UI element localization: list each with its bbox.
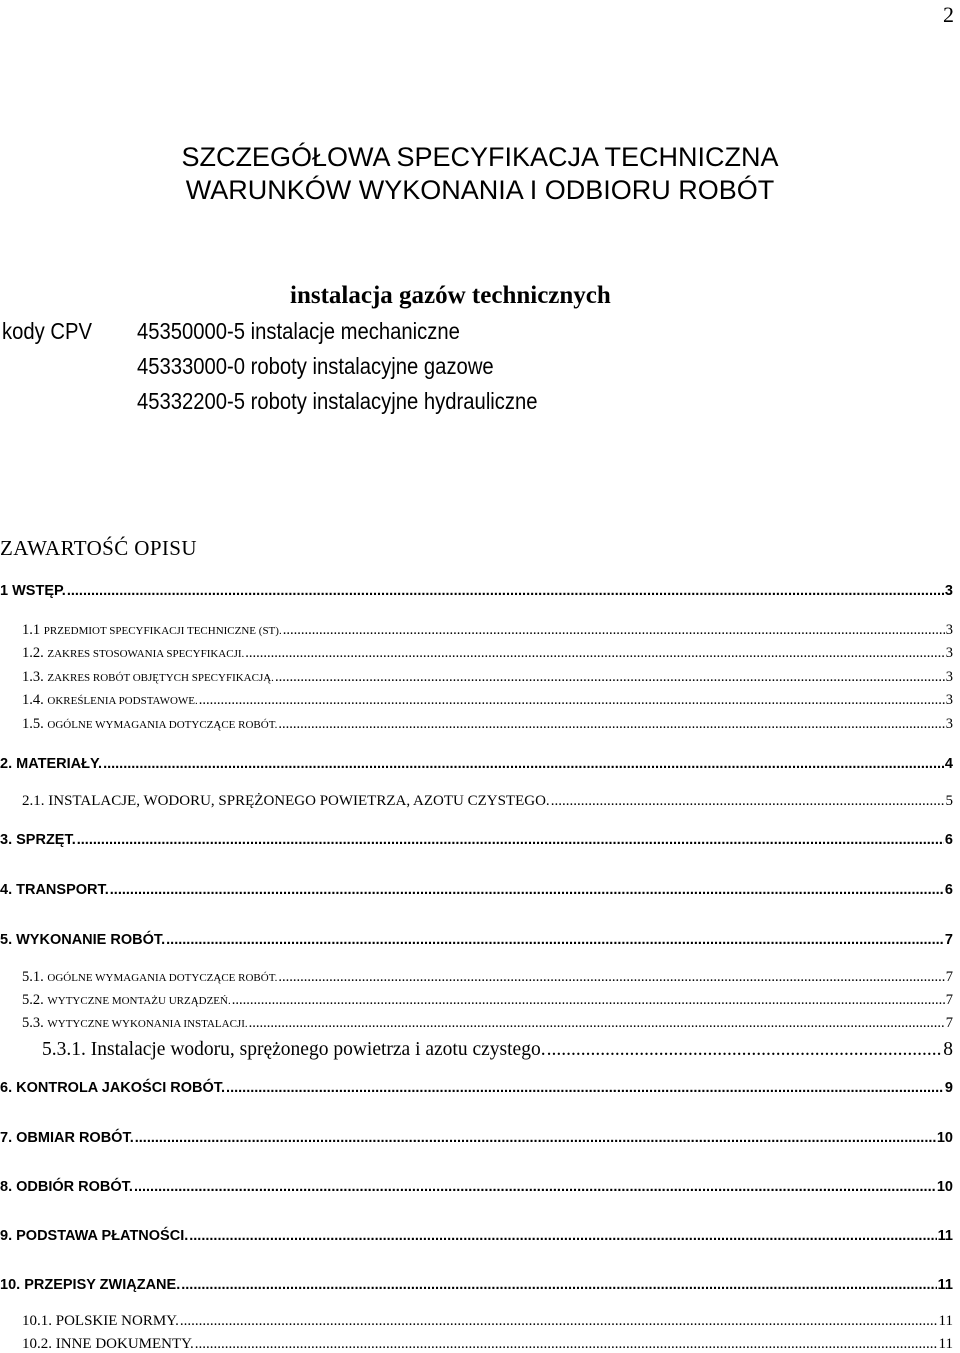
toc-number: 8. <box>0 1179 13 1195</box>
toc-leader <box>249 1015 945 1032</box>
toc-title: OKREŚLENIA PODSTAWOWE. <box>47 695 198 707</box>
toc-number: 10.2. <box>22 1336 52 1352</box>
document-title-line-2: WARUNKÓW WYKONANIA I ODBIORU ROBÓT <box>185 175 775 205</box>
toc-page: 6 <box>944 832 953 848</box>
toc-leader <box>77 832 944 848</box>
toc-leader <box>103 756 944 772</box>
toc-number: 5.2. <box>22 992 44 1008</box>
toc-leader <box>189 1228 936 1244</box>
toc-title: WSTĘP. <box>12 583 66 599</box>
toc-number: 3. <box>0 832 13 848</box>
toc-leader <box>110 882 944 898</box>
toc-leader <box>180 1313 938 1330</box>
toc-title: OGÓLNE WYMAGANIA DOTYCZĄCE ROBÓT. <box>47 719 278 731</box>
toc-page: 7 <box>945 969 953 985</box>
toc-title: WYTYCZNE MONTAŻU URZĄDZEŃ. <box>47 995 231 1007</box>
toc-leader <box>547 1039 943 1061</box>
toc-title: ODBIÓR ROBÓT. <box>16 1179 133 1195</box>
toc-title: OBMIAR ROBÓT. <box>16 1130 134 1146</box>
toc-page: 4 <box>944 756 953 772</box>
toc-number: 6. <box>0 1080 13 1096</box>
toc-leader <box>551 793 945 810</box>
toc-number: 1.3. <box>22 669 44 685</box>
toc-entry-4[interactable] <box>0 878 953 898</box>
toc-page: 11 <box>938 1313 953 1329</box>
toc-number: 1.1 <box>22 622 41 638</box>
toc-entry-9[interactable] <box>0 1224 953 1244</box>
toc-entry-1-4[interactable] <box>22 689 953 709</box>
toc-leader <box>278 716 944 733</box>
toc-leader <box>245 645 944 662</box>
document-subtitle: instalacja gazów technicznych <box>290 282 611 309</box>
toc-page: 11 <box>938 1336 953 1352</box>
toc-page: 10 <box>936 1130 953 1146</box>
toc-entry-5-3-1[interactable] <box>42 1037 953 1061</box>
toc-entry-2-1[interactable] <box>22 790 953 810</box>
toc-leader <box>195 1336 938 1353</box>
toc-number: 1 <box>0 583 9 599</box>
toc-leader <box>67 583 944 599</box>
toc-number: 2. <box>0 756 13 772</box>
toc-number: 1.2. <box>22 645 44 661</box>
toc-page: 11 <box>937 1277 953 1293</box>
toc-page: 7 <box>945 992 953 1008</box>
toc-entry-6[interactable] <box>0 1076 953 1096</box>
toc-leader <box>181 1277 936 1293</box>
toc-page: 10 <box>936 1179 953 1195</box>
cpv-code-2: 45333000-0 roboty instalacyjne gazowe <box>137 353 494 379</box>
toc-leader <box>135 1130 936 1146</box>
toc-title: OGÓLNE WYMAGANIA DOTYCZĄCE ROBÓT. <box>47 972 278 984</box>
toc-page: 8 <box>943 1039 953 1060</box>
toc-title: PRZEPISY ZWIĄZANE. <box>24 1277 181 1293</box>
toc-entry-5-2[interactable] <box>22 989 953 1009</box>
toc-page: 6 <box>944 882 953 898</box>
toc-number: 1.5. <box>22 716 44 732</box>
toc-leader <box>166 932 944 948</box>
toc-entry-1-3[interactable] <box>22 666 953 686</box>
toc-leader <box>199 692 945 709</box>
toc-leader <box>226 1080 944 1096</box>
toc-page: 3 <box>945 645 953 661</box>
toc-leader <box>278 969 944 986</box>
toc-entry-5[interactable] <box>0 928 953 948</box>
toc-number: 10.1. <box>22 1313 52 1329</box>
page-number: 2 <box>943 2 954 27</box>
toc-page: 9 <box>944 1080 953 1096</box>
toc-leader <box>134 1179 936 1195</box>
toc-page: 11 <box>937 1228 953 1244</box>
toc-title: KONTROLA JAKOŚCI ROBÓT. <box>16 1080 226 1096</box>
toc-number: 5.3.1. <box>42 1039 86 1060</box>
toc-entry-1[interactable] <box>0 579 953 599</box>
toc-leader <box>232 992 945 1009</box>
toc-entry-5-1[interactable] <box>22 966 953 986</box>
toc-title: PRZEDMIOT SPECYFIKACJI TECHNICZNE (ST). <box>43 625 282 637</box>
toc-page: 3 <box>945 692 953 708</box>
toc-title: INNE DOKUMENTY. <box>55 1336 194 1352</box>
toc-entry-10-2[interactable] <box>22 1333 953 1353</box>
toc-entry-8[interactable] <box>0 1175 953 1195</box>
toc-title: Instalacje wodoru, sprężonego powietrza i azotu czystego. <box>90 1039 546 1060</box>
toc-entry-5-3[interactable] <box>22 1012 953 1032</box>
toc-number: 4. <box>0 882 13 898</box>
toc-entry-1-1[interactable] <box>22 619 953 639</box>
cpv-label: kody CPV <box>2 318 92 344</box>
cpv-code-3: 45332200-5 roboty instalacyjne hydrauliczne <box>137 388 538 414</box>
document-title-line-1: SZCZEGÓŁOWA SPECYFIKACJA TECHNICZNA <box>181 142 779 172</box>
toc-number: 7. <box>0 1130 13 1146</box>
toc-leader <box>275 669 945 686</box>
toc-number: 2.1. <box>22 793 45 809</box>
toc-entry-10[interactable] <box>0 1273 953 1293</box>
toc-title: INSTALACJE, WODORU, SPRĘŻONEGO POWIETRZA, AZOTU CZYSTEGO. <box>48 793 550 809</box>
toc-page: 3 <box>945 622 953 638</box>
toc-number: 9. <box>0 1228 13 1244</box>
toc-number: 5.1. <box>22 969 44 985</box>
toc-heading: ZAWARTOŚĆ OPISU <box>0 536 197 560</box>
toc-number: 5. <box>0 932 13 948</box>
toc-number: 1.4. <box>22 692 44 708</box>
toc-page: 3 <box>944 583 953 599</box>
toc-number: 10. <box>0 1277 21 1293</box>
toc-page: 3 <box>945 716 953 732</box>
toc-title: ZAKRES STOSOWANIA SPECYFIKACJI. <box>47 648 245 660</box>
toc-page: 3 <box>945 669 953 685</box>
toc-title: SPRZĘT. <box>16 832 76 848</box>
toc-leader <box>283 622 945 639</box>
cpv-code-1: 45350000-5 instalacje mechaniczne <box>137 318 460 344</box>
toc-page: 7 <box>945 1015 953 1031</box>
toc-page: 5 <box>945 793 953 809</box>
toc-title: WYTYCZNE WYKONANIA INSTALACJI. <box>47 1018 248 1030</box>
toc-page: 7 <box>944 932 953 948</box>
toc-title: POLSKIE NORMY. <box>55 1313 179 1329</box>
toc-entry-1-5[interactable] <box>22 713 953 733</box>
toc-entry-1-2[interactable] <box>22 642 953 662</box>
toc-entry-10-1[interactable] <box>22 1310 953 1330</box>
toc-title: ZAKRES ROBÓT OBJĘTYCH SPECYFIKACJĄ. <box>47 672 274 684</box>
toc-entry-2[interactable] <box>0 752 953 772</box>
toc-entry-7[interactable] <box>0 1126 953 1146</box>
toc-title: WYKONANIE ROBÓT. <box>16 932 166 948</box>
toc-number: 5.3. <box>22 1015 44 1031</box>
toc-title: PODSTAWA PŁATNOŚCI. <box>16 1228 189 1244</box>
toc-entry-3[interactable] <box>0 828 953 848</box>
toc-title: MATERIAŁY. <box>16 756 103 772</box>
toc-title: TRANSPORT. <box>16 882 109 898</box>
